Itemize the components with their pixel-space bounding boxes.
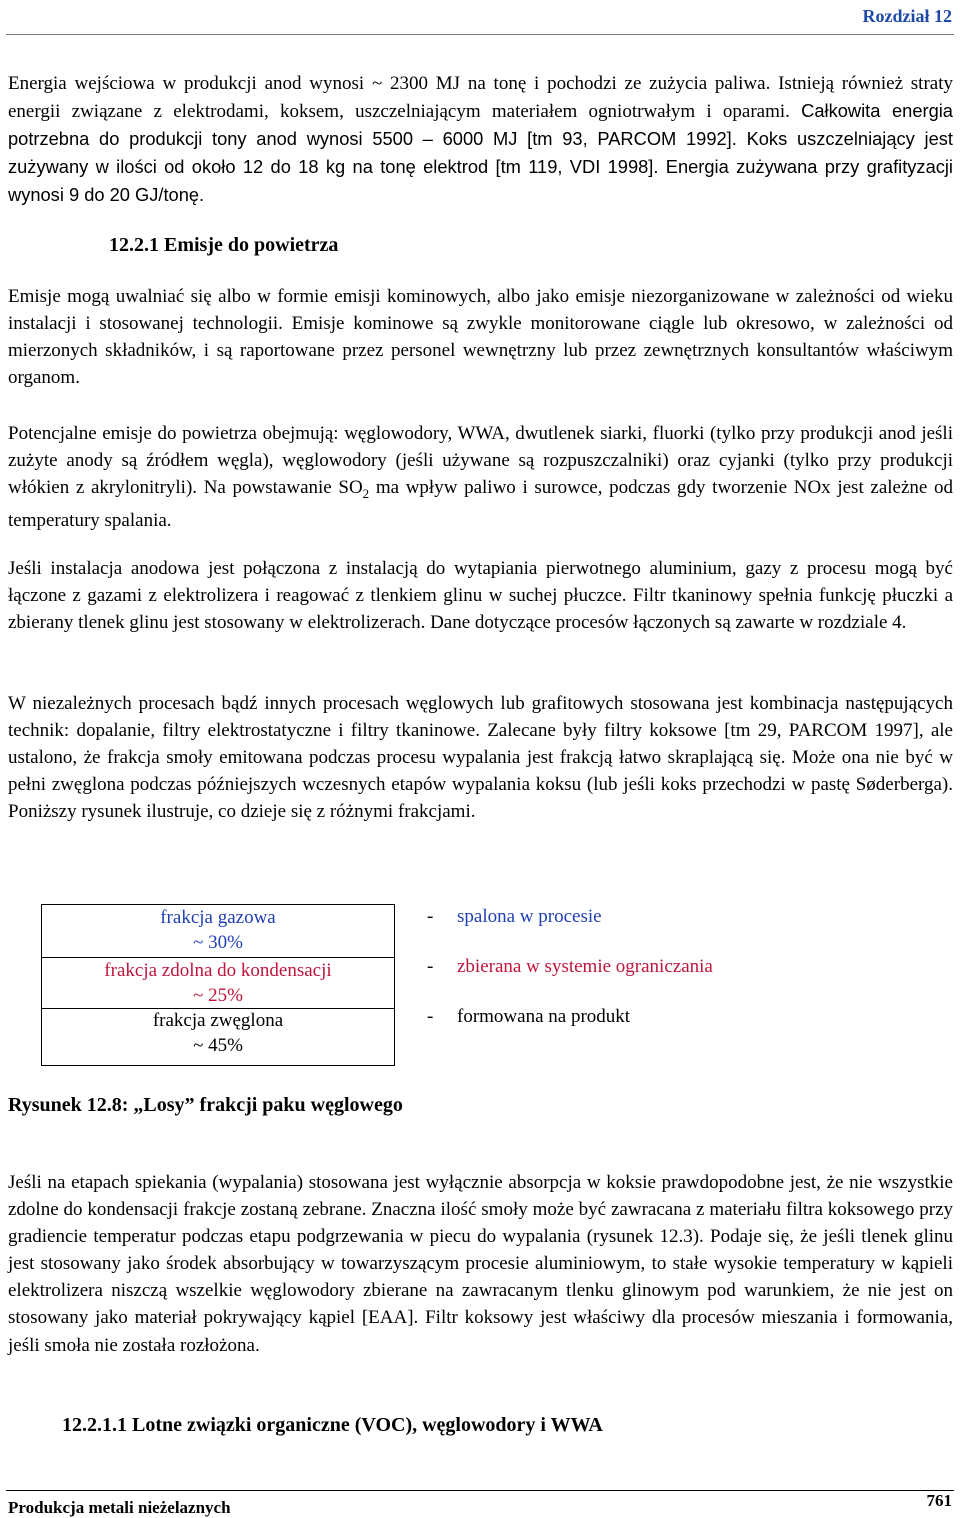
- fate-condensable-text: zbierana w systemie ograniczania: [457, 956, 713, 977]
- paragraph-sintering-text-a: Jeśli na etapach spiekania (wypalania) stosowana jest wyłącznie absorpcja w koksie prawdopodobne jest, że nie wszystkie zdolne do kondensacji frakcje zostaną zebrane. Znaczna ilość smoły może być zawracana z materiału filtra koksowego przy gradiencie temperatur podczas etapu podgrzewania w piecu do wypalania (rysunek 12.3). Podaje się, że jeśli tlenek glinu jest stosowany jako środek absorbujący w towarzyszącym procesie aluminiowym, to stałe wysokie temperatury w kąpieli elektrolizera niszczą wszelkie węglowodory zbierane na zawracanym tlenku glinowym pod warunkiem, że nie jest on stosowany jako materiał pokrywający kąpiel [EAA]. Filtr koksowy jest właściwy dla procesów mieszania i formowania, jeśli smoła nie została rozłożona: [8, 1172, 953, 1356]
- paragraph-sintering: [8, 1169, 953, 1359]
- paragraph-combined-processes: Jeśli instalacja anodowa jest połączona z instalacją do wytapiania pierwotnego aluminium, gazy z procesu mogą być łączone z gazami z elektrolizera i reagować z tlenkiem glinu w suchej płuczce. Filtr tkaninowy spełnia funkcję płuczki a zbierany tlenek glinu jest stosowany w elektrolizerach. Dane dotyczące procesów łączonych są zawarte w rozdziale 4.: [8, 558, 953, 633]
- fraction-gas-share: ~ 30%: [193, 932, 243, 953]
- fraction-carbonized-share: ~ 45%: [193, 1035, 243, 1056]
- paragraph-independent-processes: W niezależnych procesach bądź innych procesach węglowych lub grafitowych stosowana jest kombinacja następujących technik: dopalanie, filtry elektrostatyczne i filtry tkaninowe. Zalecane były filtry koksowe [tm 29, PARCOM 1997], ale ustalono, że frakcja smoły emitowana podczas procesu wypalania jest frakcją łatwo skraplającą się. Może ona nie być w pełni zwęglona podczas późniejszych wczesnych etapów wypalania koksu (lub jeśli koks przechodzi w pastę Søderberga). Poniższy rysunek ilustruje, co dzieje się z różnymi frakcjami.: [8, 693, 953, 822]
- fate-item-gas: [427, 904, 602, 929]
- paragraph-potential-text-a: Potencjalne emisje do powietrza obejmują: węglowodory, WWA, dwutlenek siarki, fluorki (tylko przy produkcji anod jeśli zużyte anody są źródłem węgla), węglowodory (jeśli używane są rozpuszczalniki) oraz cyjanki (tylko przy produkcji włókien z akrylonitryli). Na powstawanie SO: [8, 423, 953, 498]
- chapter-title: Rozdział 12: [862, 6, 952, 26]
- page-number: 761: [926, 1491, 952, 1510]
- fate-carbonized-text: formowana na produkt: [457, 1006, 631, 1027]
- page-footer: [6, 1490, 954, 1517]
- fraction-condensable-cell: [42, 957, 394, 1009]
- tar-fractions-box: [41, 904, 395, 1066]
- fate-dash: -: [427, 1006, 434, 1027]
- document-title: Produkcja metali nieżelaznych: [8, 1498, 231, 1517]
- paragraph-energy: [8, 70, 953, 209]
- section-heading-voc: 12.2.1.1 Lotne związki organiczne (VOC), węglowodory i WWA: [62, 1414, 603, 1436]
- section-heading-emissions: 12.2.1 Emisje do powietrza: [109, 234, 339, 256]
- paragraph-sintering-text-b: .: [254, 1334, 261, 1355]
- fate-item-carbonized: [427, 1004, 630, 1029]
- fate-dash: -: [427, 956, 434, 977]
- paragraph-potential-text-b: ma wpływ paliwo i surowce, podczas gdy tworzenie NOx jest zależne od temperatury spalania.: [8, 477, 953, 531]
- fraction-carbonized-cell: [42, 1008, 394, 1066]
- fraction-condensable-name: frakcja zdolna do kondensacji: [104, 960, 332, 981]
- paragraph-energy-text-a: Energia wejściowa w produkcji anod wynosi ~ 2300 MJ na tonę i pochodzi ze zużycia paliwa. Istnieją również straty energii związane z elektrodami, koksem, uszczelniającym materiałem ogniotrwałym i oparami.: [8, 73, 953, 122]
- so2-subscript: 2: [362, 485, 370, 501]
- fraction-carbonized-name: frakcja zwęglona: [152, 1010, 284, 1031]
- fate-gas-text: spalona w procesie: [457, 906, 602, 927]
- paragraph-emission-types: Emisje mogą uwalniać się albo w formie emisji kominowych, albo jako emisje niezorganizowane w zależności od wieku instalacji i stosowanej technologii. Emisje kominowe są zwykle monitorowane ciągle lub okresowo, w zależności od mierzonych składników, i są raportowane przez personel wewnętrzny lub przez zewnętrznych konsultantów właściwym organom.: [8, 286, 953, 388]
- paragraph-energy-text-b: Całkowita energia potrzebna do produkcji tony anod wynosi 5500 – 6000 MJ [tm 93, PARCOM 1992]. Koks uszczelniający jest zużywany w ilości od około 12 do 18 kg na tonę elektrod [tm 119, VDI 1998]. Energia zużywana przy grafityzacji wynosi 9 do 20 GJ/tonę.: [8, 100, 953, 205]
- fraction-gas-cell: [42, 905, 394, 957]
- page-header: [6, 0, 954, 35]
- fraction-condensable-share: ~ 25%: [193, 985, 243, 1006]
- fate-item-condensable: [427, 954, 713, 979]
- paragraph-potential-emissions: [8, 420, 953, 534]
- fate-dash: -: [427, 906, 434, 927]
- figure-caption: Rysunek 12.8: „Losy” frakcji paku węglowego: [8, 1094, 403, 1116]
- fraction-gas-name: frakcja gazowa: [160, 907, 276, 928]
